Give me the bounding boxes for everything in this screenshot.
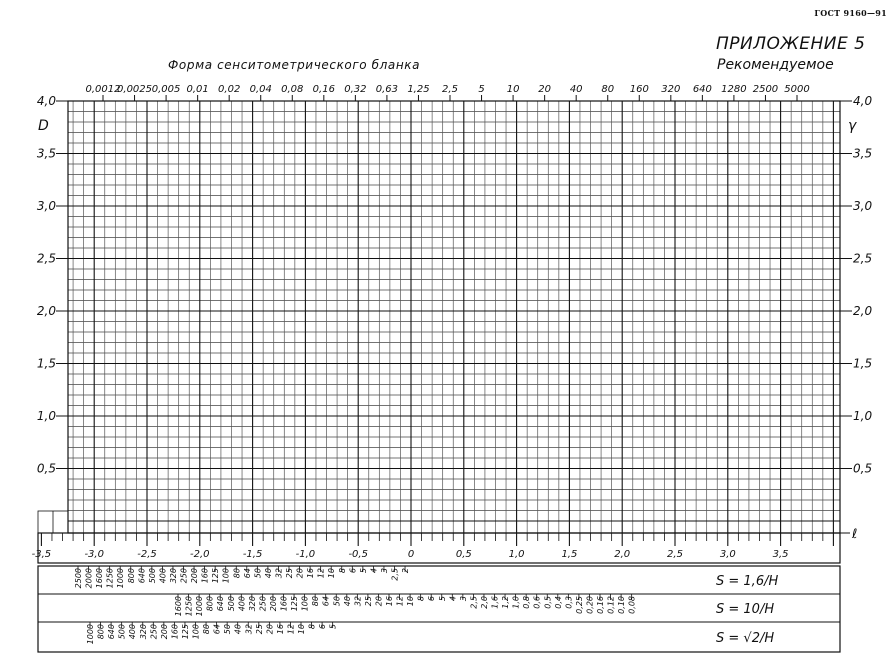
exposure-label: 80 bbox=[601, 84, 615, 95]
speed-value: 12 bbox=[395, 596, 405, 607]
speed-value: 4 bbox=[448, 596, 458, 602]
speed-scale-label: S = 1,6/H bbox=[716, 574, 779, 589]
standard-number: ГОСТ 9160—91 bbox=[814, 8, 887, 18]
exposure-label: 20 bbox=[538, 84, 552, 95]
speed-value: 800 bbox=[126, 568, 136, 584]
speed-value: 64 bbox=[242, 568, 252, 579]
speed-value: 800 bbox=[205, 596, 215, 612]
speed-value: 32 bbox=[244, 624, 254, 635]
speed-value: 1000 bbox=[116, 568, 126, 589]
speed-value: 5 bbox=[358, 568, 368, 574]
exposure-label: 40 bbox=[569, 84, 583, 95]
speed-value: 100 bbox=[221, 568, 231, 584]
speed-value: 2,5 bbox=[390, 568, 400, 581]
speed-value: 200 bbox=[268, 596, 278, 612]
speed-value: 2000 bbox=[84, 568, 94, 589]
speed-value: 1600 bbox=[95, 568, 105, 589]
density-label-right: 0,5 bbox=[853, 461, 873, 476]
speed-value: 10 bbox=[327, 568, 337, 579]
log-axis-label: -3,5 bbox=[31, 549, 52, 560]
speed-value: 80 bbox=[232, 568, 242, 579]
log-exposure-axis bbox=[32, 533, 840, 563]
density-label-left: 0,5 bbox=[36, 461, 56, 476]
density-label-left: 2,5 bbox=[36, 251, 56, 266]
speed-value: 0,08 bbox=[627, 596, 637, 614]
speed-value: 0,4 bbox=[553, 596, 563, 609]
exposure-label: 0,02 bbox=[218, 84, 241, 95]
speed-value: 320 bbox=[247, 596, 257, 612]
speed-value: 160 bbox=[279, 596, 289, 612]
speed-value: 250 bbox=[258, 596, 268, 612]
speed-value: 2,0 bbox=[479, 596, 489, 609]
speed-value: 1,0 bbox=[511, 596, 521, 609]
speed-value: 1250 bbox=[105, 568, 115, 589]
speed-value: 200 bbox=[159, 624, 169, 640]
speed-value: 6 bbox=[427, 596, 437, 602]
speed-value: 640 bbox=[216, 596, 226, 612]
speed-value: 16 bbox=[275, 624, 285, 635]
exposure-label: 160 bbox=[629, 84, 649, 95]
log-axis-label: -2,0 bbox=[190, 549, 210, 560]
log-axis-label: 2,5 bbox=[667, 549, 683, 560]
exposure-label: 0,16 bbox=[312, 84, 335, 95]
speed-value: 8 bbox=[337, 568, 347, 574]
speed-value: 12 bbox=[316, 568, 326, 579]
density-label-right: 3,5 bbox=[853, 146, 873, 161]
speed-value: 25 bbox=[254, 624, 264, 635]
speed-value: 0,12 bbox=[606, 596, 616, 614]
exposure-label: 0,63 bbox=[375, 84, 399, 95]
speed-value: 0,25 bbox=[574, 596, 584, 614]
speed-value: 125 bbox=[180, 624, 190, 640]
speed-value: 1600 bbox=[174, 596, 183, 617]
appendix-status: Рекомендуемое bbox=[717, 57, 834, 73]
exposure-label: 0,005 bbox=[151, 84, 181, 95]
form-title: Форма сенситометрического бланка bbox=[168, 58, 421, 72]
speed-value: 50 bbox=[223, 624, 233, 635]
log-axis-label: -2,5 bbox=[137, 549, 157, 560]
exposure-label: 2500 bbox=[752, 84, 779, 95]
density-label-left: 4,0 bbox=[36, 94, 56, 108]
log-axis-label: -1,0 bbox=[295, 549, 316, 560]
speed-value: 1250 bbox=[184, 596, 194, 617]
speed-value: 0,10 bbox=[617, 596, 627, 614]
speed-value: 80 bbox=[202, 624, 212, 635]
exposure-label: 5000 bbox=[784, 84, 810, 95]
density-label-right: 1,5 bbox=[853, 356, 873, 371]
speed-value: 50 bbox=[253, 568, 263, 579]
exposure-label: 1,25 bbox=[407, 84, 430, 95]
density-label-right: 1,0 bbox=[853, 409, 873, 423]
speed-value: 20 bbox=[295, 568, 305, 579]
appendix-title: ПРИЛОЖЕНИЕ 5 bbox=[716, 34, 866, 54]
density-axis-label: D bbox=[38, 118, 49, 134]
speed-value: 400 bbox=[158, 568, 168, 584]
speed-value: 320 bbox=[138, 624, 148, 640]
speed-value: 100 bbox=[300, 596, 310, 612]
speed-value: 200 bbox=[190, 568, 200, 584]
exposure-label: 0,01 bbox=[186, 84, 209, 95]
speed-value: 160 bbox=[200, 568, 210, 584]
speed-value: 0,8 bbox=[522, 596, 532, 609]
density-label-left: 3,5 bbox=[36, 146, 56, 161]
speed-value: 32 bbox=[274, 568, 284, 579]
length-axis-label: ℓ bbox=[852, 527, 858, 542]
log-axis-label: 3,0 bbox=[719, 549, 736, 560]
speed-value: 0,16 bbox=[596, 596, 605, 614]
exposure-label: 2,5 bbox=[442, 84, 458, 95]
speed-value: 8 bbox=[416, 596, 426, 602]
speed-value: 800 bbox=[96, 624, 106, 640]
speed-value: 0,6 bbox=[532, 596, 542, 609]
log-axis-label: 3,5 bbox=[772, 549, 789, 560]
speed-value: 400 bbox=[237, 596, 247, 612]
speed-value: 6 bbox=[348, 568, 358, 574]
exposure-label: 320 bbox=[661, 84, 681, 95]
speed-value: 50 bbox=[332, 596, 342, 607]
exposure-label: 5 bbox=[478, 84, 485, 95]
speed-value: 12 bbox=[286, 624, 296, 635]
gamma-axis-label: γ bbox=[848, 118, 857, 134]
density-label-left: 1,0 bbox=[36, 409, 56, 423]
log-axis-label: 0,5 bbox=[455, 549, 472, 560]
log-axis-label: 1,0 bbox=[508, 549, 525, 560]
speed-value: 3 bbox=[379, 568, 389, 574]
speed-value: 5 bbox=[437, 596, 447, 602]
speed-value: 1000 bbox=[195, 596, 205, 617]
density-label-right: 2,5 bbox=[853, 251, 873, 266]
speed-value: 64 bbox=[321, 596, 331, 607]
speed-value: 8 bbox=[307, 624, 317, 630]
log-axis-label: -0,5 bbox=[348, 549, 368, 560]
exposure-label: 0,08 bbox=[281, 84, 304, 95]
speed-scale-label: S = √2/H bbox=[716, 631, 775, 646]
speed-scale-label: S = 10/H bbox=[716, 602, 775, 617]
speed-scales bbox=[38, 566, 840, 652]
speed-value: 25 bbox=[363, 596, 373, 607]
speed-value: 2500 bbox=[74, 568, 83, 589]
density-label-right: 4,0 bbox=[853, 94, 873, 108]
log-axis-label: -3,0 bbox=[84, 549, 104, 560]
speed-value: 40 bbox=[342, 596, 352, 607]
speed-value: 0,5 bbox=[543, 596, 553, 609]
speed-value: 125 bbox=[211, 568, 221, 584]
speed-value: 5 bbox=[328, 624, 338, 630]
density-label-right: 2,0 bbox=[853, 304, 873, 318]
speed-value: 0,3 bbox=[564, 596, 574, 609]
log-axis-label: 0 bbox=[407, 549, 415, 560]
speed-value: 0,20 bbox=[585, 596, 595, 614]
speed-value: 16 bbox=[306, 568, 316, 579]
density-scale bbox=[37, 94, 873, 542]
speed-value: 4 bbox=[369, 568, 379, 574]
exposure-label: 1280 bbox=[721, 84, 747, 95]
speed-value: 1,2 bbox=[501, 596, 511, 609]
speed-value: 100 bbox=[191, 624, 201, 640]
speed-value: 40 bbox=[233, 624, 243, 635]
speed-value: 3 bbox=[458, 596, 468, 602]
density-label-left: 1,5 bbox=[36, 356, 56, 371]
speed-value: 16 bbox=[385, 596, 394, 607]
speed-value: 10 bbox=[297, 624, 306, 635]
density-label-left: 2,0 bbox=[36, 304, 56, 318]
exposure-label: 10 bbox=[506, 84, 520, 95]
exposure-label: 0,04 bbox=[249, 84, 272, 95]
speed-value: 20 bbox=[265, 624, 275, 635]
log-axis-label: 2,0 bbox=[614, 549, 631, 560]
speed-value: 32 bbox=[353, 596, 363, 607]
speed-value: 40 bbox=[263, 568, 273, 579]
log-axis-label: 1,5 bbox=[561, 549, 578, 560]
speed-value: 125 bbox=[290, 596, 300, 612]
speed-value: 160 bbox=[170, 624, 180, 640]
speed-value: 2 bbox=[401, 568, 411, 574]
exposure-label: 0,0025 bbox=[117, 84, 153, 95]
exposure-label: 0,32 bbox=[344, 84, 367, 95]
speed-value: 6 bbox=[318, 624, 328, 630]
speed-value: 80 bbox=[311, 596, 321, 607]
grid-major-lines bbox=[68, 101, 840, 533]
speed-value: 640 bbox=[137, 568, 147, 584]
speed-value: 500 bbox=[226, 596, 236, 612]
density-label-right: 3,0 bbox=[853, 199, 873, 213]
speed-value: 250 bbox=[179, 568, 189, 584]
speed-value: 500 bbox=[147, 568, 157, 584]
speed-value: 400 bbox=[128, 624, 138, 640]
speed-value: 1,6 bbox=[490, 596, 500, 609]
speed-value: 640 bbox=[107, 624, 117, 640]
log-axis-label: -1,5 bbox=[242, 549, 263, 560]
speed-value: 64 bbox=[212, 624, 222, 635]
speed-value: 20 bbox=[374, 596, 384, 607]
speed-value: 320 bbox=[168, 568, 178, 584]
speed-value: 10 bbox=[406, 596, 416, 607]
speed-value: 250 bbox=[149, 624, 159, 640]
exposure-label: 0,0012 bbox=[85, 84, 121, 95]
speed-value: 2,5 bbox=[469, 596, 479, 609]
speed-value: 1000 bbox=[86, 624, 95, 645]
exposure-scale bbox=[86, 84, 810, 101]
exposure-label: 640 bbox=[692, 84, 712, 95]
speed-value: 25 bbox=[285, 568, 294, 579]
density-label-left: 3,0 bbox=[36, 199, 56, 213]
speed-value: 500 bbox=[117, 624, 127, 640]
